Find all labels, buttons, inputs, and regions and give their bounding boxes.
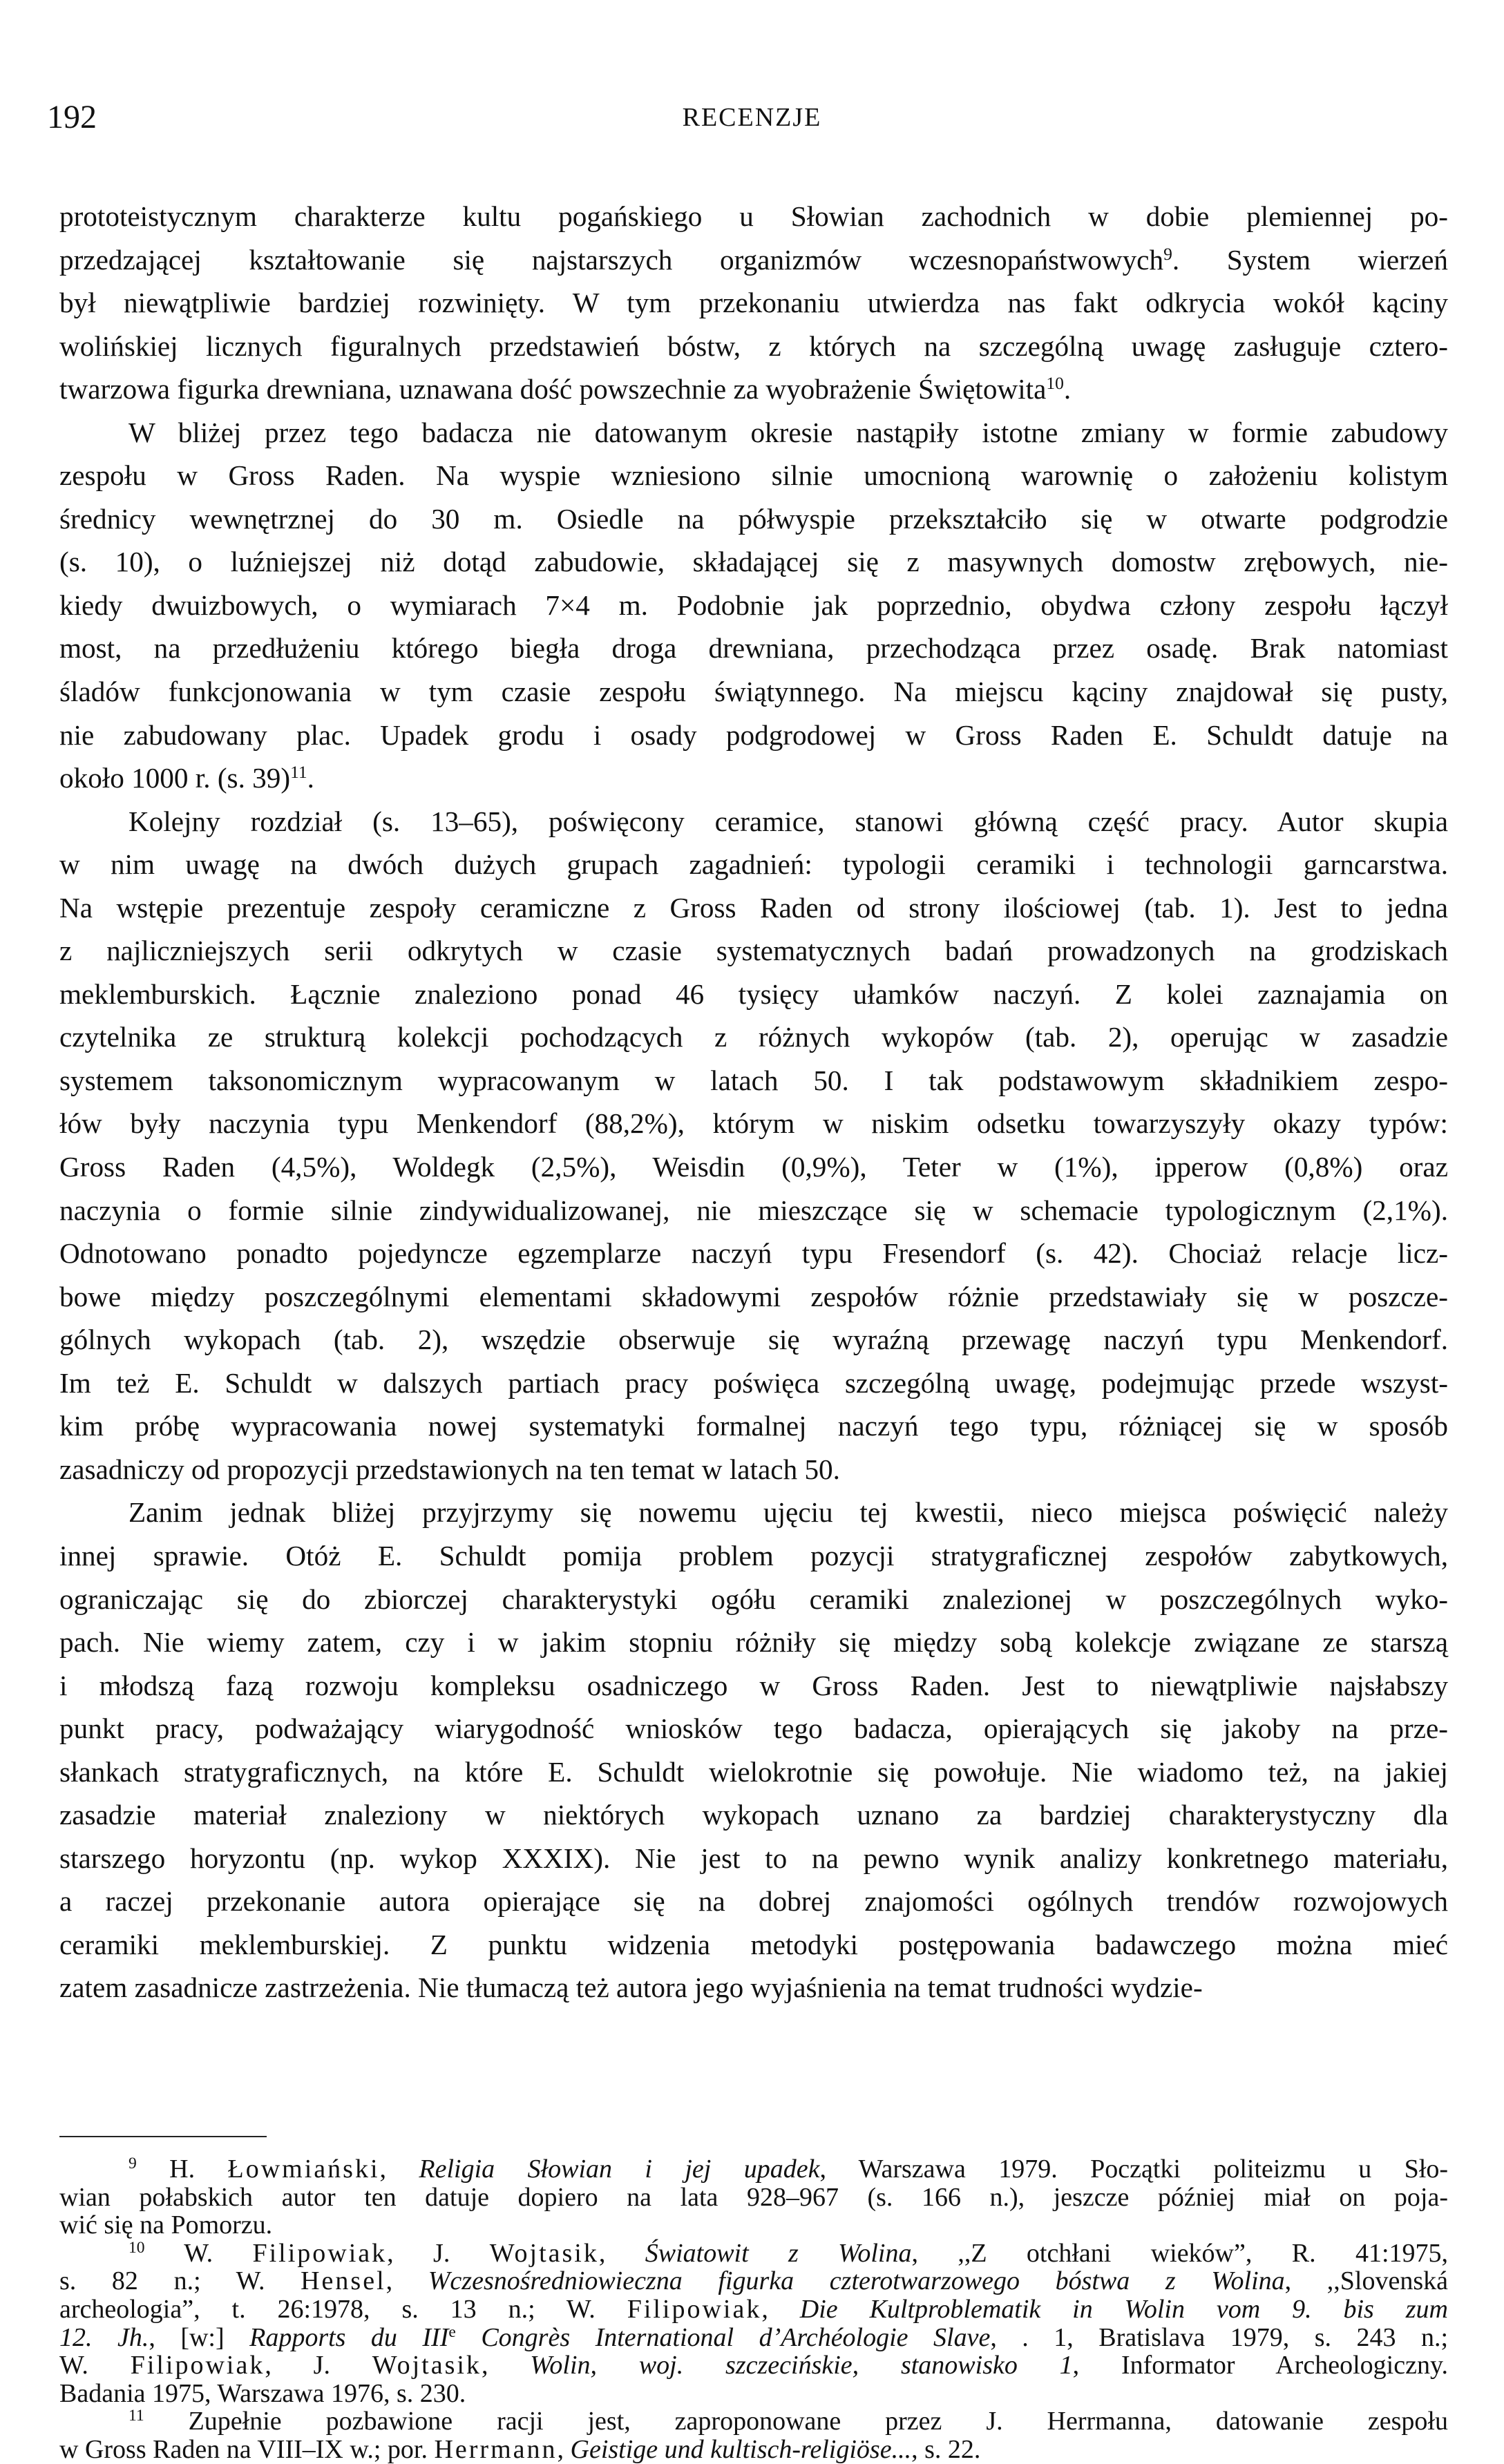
footnote-line: wić się na Pomorzu.: [59, 2210, 273, 2240]
note-reference: 10: [1046, 373, 1064, 394]
text-line: z najliczniejszych serii odkrytych w czasie systematycznych badań prowadzonych na grodziskach: [59, 935, 1448, 967]
footnote-rule: [59, 2136, 267, 2137]
running-head: [0, 90, 1504, 145]
text-line: Odnotowano ponadto pojedyncze egzemplarze naczyń typu Fresendorf (s. 42). Chociaż relacje licz-: [59, 1237, 1448, 1270]
text-line: przedzającej kształtowanie się najstarszych organizmów wczesnopaństwowych$^9$. System wierzeń: [59, 243, 1448, 276]
text-line: W bliżej przez tego badacza nie datowanym okresie nastąpiły istotne zmiany w formie zabudowy: [128, 416, 1448, 448]
footnotes: [59, 2155, 1448, 2464]
italic-title: Rapports du III: [249, 2322, 449, 2352]
author-name: Hensel: [301, 2266, 386, 2296]
text-line: punkt pracy, podważający wiarygodność wniosków tego badacza, opierających się jakoby na prze-: [59, 1712, 1448, 1745]
italic-title: 12. Jh.: [59, 2322, 149, 2352]
footnote-line: archeologia”, t. 26:1978, s. 13 n.; W. Filipowiak, Die Kultproblematik in Wolin vom 9. bis zum: [59, 2294, 1448, 2324]
text-line: meklemburskich. Łącznie znaleziono ponad 46 tysięcy ułamków naczyń. Z kolei zaznajamia on: [59, 977, 1448, 1010]
note-reference: 9: [128, 2155, 137, 2173]
page-number: 192: [47, 99, 97, 135]
note-reference: 10: [128, 2238, 145, 2257]
italic-title: Congrès International d’Archéologie Slave: [481, 2322, 991, 2352]
text-line: systemem taksonomicznym wypracowanym w latach 50. I tak podstawowym składnikiem zespo-: [59, 1064, 1448, 1096]
footnote-line: wian połabskich autor ten datuje dopiero na lata 928–967 (s. 166 n.), jeszcze później miał on poja-: [59, 2182, 1448, 2212]
footnote-line: s. 82 n.; W. Hensel, Wczesnośredniowieczna figurka czterotwarzowego bóstwa z Wolina, ,,Slovenská: [59, 2266, 1448, 2296]
text-line: Im też E. Schuldt w dalszych partiach pracy poświęca szczególną uwagę, podejmując przede wszyst-: [59, 1366, 1448, 1399]
italic-title: Die Kultproblematik in Wolin vom 9. bis zum: [799, 2294, 1448, 2324]
footnote: [59, 2407, 1448, 2463]
text-line: Na wstępie prezentuje zespoły ceramiczne z Gross Raden od strony ilościowej (tab. 1). Jest to jedna: [59, 891, 1448, 924]
running-title: RECENZJE: [682, 103, 822, 132]
text-line: starszego horyzontu (np. wykop XXXIX). Nie jest to na pewno wynik analizy konkretnego materiału,: [59, 1842, 1448, 1874]
footnote-line: $^{10}$ W. Filipowiak, J. Wojtasik, Światowit z Wolina, ,,Z otchłani wieków”, R. 41:1975,: [128, 2238, 1448, 2268]
text-line: łów były naczynia typu Menkendorf (88,2%), którym w niskim odsetku towarzyszyły okazy typów:: [59, 1107, 1448, 1140]
text-line: zatem zasadnicze zastrzeżenia. Nie tłumaczą też autora jego wyjaśnienia na temat trudności wydzie-: [59, 1971, 1203, 2004]
author-name: Wojtasik: [372, 2351, 482, 2380]
footnote-line: $^9$ H. Łowmiański, Religia Słowian i jej upadek, Warszawa 1979. Początki politeizmu u Sło-: [128, 2155, 1449, 2184]
text-line: pach. Nie wiemy zatem, czy i w jakim stopniu różniły się między sobą kolekcje związane ze starszą: [59, 1626, 1448, 1659]
text-line: kiedy dwuizbowych, o wymiarach 7×4 m. Podobnie jak poprzednio, obydwa człony zespołu łączył: [59, 589, 1448, 621]
text-line: około 1000 r. (s. 39)$^{11}$.: [59, 762, 314, 794]
text-line: śladów funkcjonowania w tym czasie zespołu świątynnego. Na miejscu kąciny znajdował się pusty,: [59, 676, 1448, 708]
text-line: a raczej przekonanie autora opierające się na dobrej znajomości ogólnych trendów rozwojowych: [59, 1885, 1448, 1918]
text-line: nie zabudowany plac. Upadek grodu i osady podgrodowej w Gross Raden E. Schuldt datuje na: [59, 718, 1448, 751]
author-name: Filipowiak: [252, 2238, 388, 2268]
footnote-line: Badania 1975, Warszawa 1976, s. 230.: [59, 2378, 466, 2408]
text-line: Zanim jednak bliżej przyjrzymy się nowemu ujęciu tej kwestii, nieco miejsca poświęcić należy: [128, 1496, 1448, 1529]
italic-title: Światowit z Wolina: [645, 2238, 912, 2268]
text-line: Kolejny rozdział (s. 13–65), poświęcony ceramice, stanowi główną część pracy. Autor skupia: [128, 805, 1448, 837]
text-line: Gross Raden (4,5%), Woldegk (2,5%), Weisdin (0,9%), Teter w (1%), ipperow (0,8%) oraz: [59, 1151, 1448, 1183]
text-line: zasadzie materiał znaleziony w niektórych wykopach uznano za bardziej charakterystyczny dla: [59, 1799, 1448, 1831]
text-line: twarzowa figurka drewniana, uznawana dość powszechnie za wyobrażenie Świętowita$^{10}$.: [59, 373, 1072, 405]
footnote: [59, 2239, 1448, 2408]
text-line: bowe między poszczególnymi elementami składowymi zespołów różnie przedstawiały się w poszcze-: [59, 1280, 1448, 1312]
italic-title: Wolin, woj. szczecińskie, stanowisko 1: [530, 2351, 1073, 2380]
text-line: innej sprawie. Otóż E. Schuldt pomija problem pozycji stratygraficznej zespołów zabytkowych,: [59, 1539, 1448, 1572]
text-line: naczynia o formie silnie zindywidualizowanej, nie mieszczące się w schemacie typologicznym (2,1%).: [59, 1194, 1448, 1226]
footnote-line: $^{11}$ Zupełnie pozbawione racji jest, zaproponowane przez J. Herrmanna, datowanie zespołu: [128, 2407, 1448, 2436]
text-line: był niewątpliwie bardziej rozwinięty. W tym przekonaniu utwierdza nas fakt odkrycia wokół kąciny: [59, 287, 1448, 319]
author-name: Wojtasik: [489, 2238, 599, 2268]
text-line: ceramiki meklemburskiej. Z punktu widzenia metodyki postępowania badawczego można mieć: [59, 1928, 1448, 1960]
text-line: (s. 10), o luźniejszej niż dotąd zabudowie, składającej się z masywnych domostw zrębowych, nie-: [59, 546, 1448, 578]
author-name: Filipowiak: [130, 2351, 265, 2380]
paragraph: [59, 195, 1448, 411]
text-line: i młodszą fazą rozwoju kompleksu osadniczego w Gross Raden. Jest to niewątpliwie najsłabszy: [59, 1669, 1448, 1701]
footnote-line: W. Filipowiak, J. Wojtasik, Wolin, woj. szczecińskie, stanowisko 1, Informator Archeologiczny.: [59, 2351, 1448, 2380]
paragraph: [59, 800, 1448, 1491]
text-line: wolińskiej licznych figuralnych przedstawień bóstw, z których na szczególną uwagę zasługuje cztero-: [59, 330, 1448, 362]
italic-title: Wczesnośredniowieczna figurka czterotwarzowego bóstwa z Wolina: [428, 2266, 1285, 2296]
footnote: [59, 2155, 1448, 2239]
author-name: Filipowiak: [627, 2294, 762, 2324]
footnote-line: w Gross Raden na VIII–IX w.; por. Herrmann, Geistige und kultisch-religiöse..., s. 22.: [59, 2434, 981, 2464]
italic-title: Religia Słowian i jej upadek: [419, 2155, 820, 2184]
text-line: kim próbę wypracowania nowej systematyki formalnej naczyń tego typu, różniącej się w sposób: [59, 1410, 1448, 1442]
body-text: [59, 195, 1448, 2009]
author-name: Łowmiański: [227, 2155, 380, 2184]
text-line: prototeistycznym charakterze kultu pogańskiego u Słowian zachodnich w dobie plemiennej po-: [59, 200, 1448, 232]
note-reference: 9: [1163, 243, 1172, 264]
footnote-line: 12. Jh., [w:] Rapports du IIIe Congrès International d’Archéologie Slave, . 1, Bratislava 1979, s. 243 n.;: [59, 2322, 1449, 2352]
text-line: zespołu w Gross Raden. Na wyspie wzniesiono silnie umocnioną warownię o założeniu kolistym: [59, 459, 1448, 492]
text-line: ograniczając się do zbiorczej charakterystyki ogółu ceramiki znalezionej w poszczególnych wyko-: [59, 1583, 1448, 1615]
paragraph: [59, 411, 1448, 800]
note-reference: 11: [128, 2407, 144, 2425]
paragraph: [59, 1491, 1448, 2009]
text-line: czytelnika ze strukturą kolekcji pochodzących z różnych wykopów (tab. 2), operując w zasadzie: [59, 1021, 1448, 1053]
text-line: zasadniczy od propozycji przedstawionych na ten temat w latach 50.: [59, 1453, 840, 1485]
italic-title: Geistige und kultisch-religiöse...: [570, 2434, 912, 2464]
text-line: most, na przedłużeniu którego biegła droga drewniana, przechodząca przez osadę. Brak natomiast: [59, 632, 1448, 665]
text-line: słankach stratygraficznych, na które E. Schuldt wielokrotnie się powołuje. Nie wiadomo też, na jakiej: [59, 1755, 1448, 1788]
author-name: Herrmann: [434, 2434, 558, 2464]
text-line: średnicy wewnętrznej do 30 m. Osiedle na półwyspie przekształciło się w otwarte podgrodzie: [59, 502, 1448, 535]
text-line: gólnych wykopach (tab. 2), wszędzie obserwuje się wyraźną przewagę naczyń typu Menkendorf.: [59, 1324, 1448, 1356]
text-line: w nim uwagę na dwóch dużych grupach zagadnień: typologii ceramiki i technologii garncarstwa.: [59, 848, 1448, 881]
note-reference: 11: [290, 762, 307, 783]
note-reference: e: [448, 2322, 456, 2341]
